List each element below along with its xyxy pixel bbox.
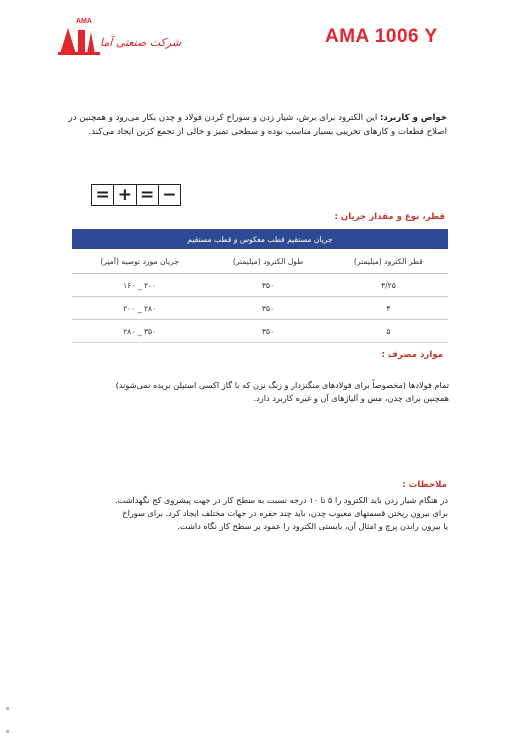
scan-mark [6,730,9,733]
current-section-heading: قطر، نوع و مقدار جریان : [334,212,445,222]
logo-brand-text: AMA [76,18,92,25]
company-name: شرکت صنعتی آما [100,36,182,49]
notes-heading: ملاحظات : [402,480,447,490]
notes-line: یا بیرون راندن پرچ و امثال آن، بایستی الکترود را عمود بر سطح کار نگاه داشت. [177,521,448,531]
cell-diameter: ۴ [329,297,448,320]
usage-line: همچنین برای چدن، مس و آلیاژهای آن و غیره کاربرد دارد. [253,393,449,403]
cell-diameter: ۳/۲۵ [329,274,448,297]
intro-text: این الکترود برای برش، شیار زدن و سوراخ کردن فولاد و چدن بکار می‌رود و همچنین در اصلاح قطعات و کارهای تخریبی بسیار مناسب بوده و سطحی تمیز و خالی از تجمع کربن ایجاد می‌کند. [68,113,447,137]
company-logo [58,18,182,64]
polarity-symbol: + [113,185,135,205]
polarity-symbol: = [95,184,110,205]
table-header-row [72,249,448,274]
usage-heading: موارد مصرف : [381,350,443,360]
model-code: AMA 1006 Y [325,26,438,47]
scan-mark [6,707,9,710]
intro-paragraph [52,111,447,139]
table-row [72,320,448,343]
polarity-symbols [91,184,181,206]
polarity-symbol: − [158,185,180,205]
table-row [72,297,448,320]
cell-current: ۱۶۰ _ ۲۰۰ [72,274,207,297]
intro-lead: خواص و کاربرد: [379,113,447,123]
table-banner: جریان مستقیم قطب معکوس و قطب مستقیم [72,229,448,249]
notes-text [92,494,448,533]
usage-text [86,379,449,405]
column-header-current: جریان مورد توصیه (آمپر) [72,249,207,274]
polarity-symbol: = [136,185,158,205]
usage-line: تمام فولادها (مخصوصاً برای فولادهای منگنزدار و زنگ نزن که با گاز اکسی استیلن بریده نمی‌شوند) [115,380,449,390]
notes-line: در هنگام شیار زدن باید الکترود را ۵ تا ۱۰ درجه نسبت به سطح کار در جهت پیشروی کج نگهداشت. [114,495,448,505]
table-row [72,274,448,297]
table-banner-row [72,229,448,249]
notes-line: برای بیرون ریختن قسمتهای معیوب چدن، باید چند حفره در جهات مختلف ایجاد کرد. برای سوراخ [122,508,448,518]
cell-current: ۲۰۰ _ ۲۸۰ [72,297,207,320]
column-header-length: طول الکترود (میلیمتر) [207,249,329,274]
cell-length: ۳۵۰ [207,297,329,320]
cell-length: ۳۵۰ [207,320,329,343]
cell-length: ۳۵۰ [207,274,329,297]
ama-logo-mark-icon [58,22,100,56]
current-spec-table [72,229,448,343]
column-header-diameter: قطر الکترود (میلیمتر) [329,249,448,274]
cell-current: ۲۸۰ _ ۳۵۰ [72,320,207,343]
cell-diameter: ۵ [329,320,448,343]
